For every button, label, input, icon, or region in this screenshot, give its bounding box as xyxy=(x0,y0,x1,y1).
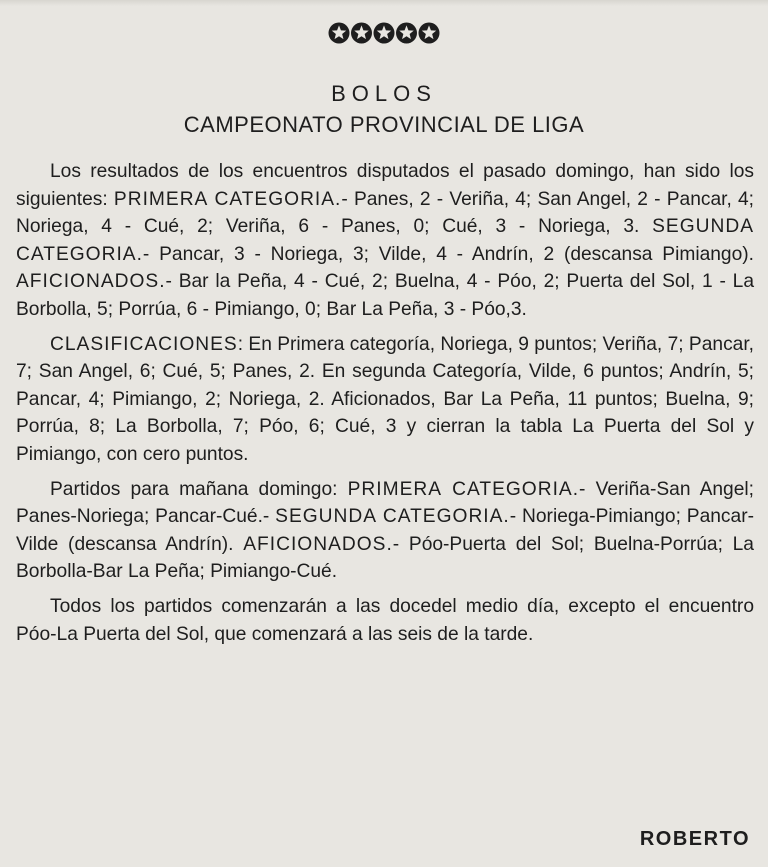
top-edge xyxy=(0,0,768,6)
paragraph-text: - Bar la Peña, 4 - Cué, 2; Buelna, 4 - Póo, 2; Puerta del Sol, 1 - La Borbolla, 5; Porrúa, 6 - Pimiango, 0; Bar La Peña, 3 - Póo,3. xyxy=(16,271,754,320)
article-paragraph xyxy=(16,476,754,586)
category-heading: SEGUNDA CATEGORIA. xyxy=(275,506,510,528)
header xyxy=(0,78,768,140)
category-heading: SEGUNDA CATEGORIA. xyxy=(16,216,754,265)
paragraph-text: - Pancar, 3 - Noriega, 3; Vilde, 4 - Andrín, 2 (descansa Pimiango). xyxy=(142,243,754,265)
author-signature: ROBERTO xyxy=(639,828,750,850)
stars-icon xyxy=(328,20,440,46)
category-heading: AFICIONADOS. xyxy=(243,533,393,555)
paragraph-text: - Panes, 2 - Veriña, 4; San Angel, 2 - Pancar, 4; Noriega, 4 - Cué, 2; Veriña, 6 - Panes, 0; Cué, 3 - Noriega, 3. xyxy=(16,188,754,238)
paragraph-text: - Noriega-Pimiango; Pancar-Vilde (descansa Andrín). xyxy=(16,506,754,555)
category-heading: CLASIFICACIONES xyxy=(50,333,238,355)
paragraph-text: - Veriña-San Angel; Panes-Noriega; Pancar-Cué.- xyxy=(16,478,754,528)
stars-ornament xyxy=(0,20,768,51)
article-paragraph xyxy=(16,158,754,324)
category-heading: PRIMERA CATEGORIA. xyxy=(347,478,580,500)
paragraph-text: Todos los partidos comenzarán a las docedel medio día, excepto el encuentro Póo-La Puerta del Sol, que comenzará a las seis de la tarde. xyxy=(16,595,754,645)
paragraph-text: - Póo-Puerta del Sol; Buelna-Porrúa; La Borbolla-Bar La Peña; Pimiango-Cué. xyxy=(16,533,754,583)
headline: CAMPEONATO PROVINCIAL DE LIGA xyxy=(183,112,585,137)
category-heading: PRIMERA CATEGORIA. xyxy=(113,188,342,210)
paragraph-text: Partidos para mañana domingo: xyxy=(50,478,348,500)
article-paragraph xyxy=(16,593,754,648)
article-body xyxy=(16,158,754,648)
article-paragraph xyxy=(16,331,754,469)
paragraph-text: Los resultados de los encuentros disputados el pasado domingo, han sido los siguientes: xyxy=(16,161,754,210)
paragraph-text: : En Primera categoría, Noriega, 9 puntos; Veriña, 7; Pancar, 7; San Angel, 6; Cué, 5; Panes, 2. En segunda Categoría, Vilde, 6 puntos; Andrín, 5; Pancar, 4; Pimiango, 2; Noriega, 2. Aficionados, Bar La Peña, 11 puntos; Buelna, 9; Porrúa, 8; La Borbolla, 7; Póo, 6; Cué, 3 y cierran la tabla La Puerta del Sol y Pimiango, con cero puntos. xyxy=(16,333,754,465)
section-title: BOLOS xyxy=(331,81,437,106)
category-heading: AFICIONADOS. xyxy=(16,271,166,293)
